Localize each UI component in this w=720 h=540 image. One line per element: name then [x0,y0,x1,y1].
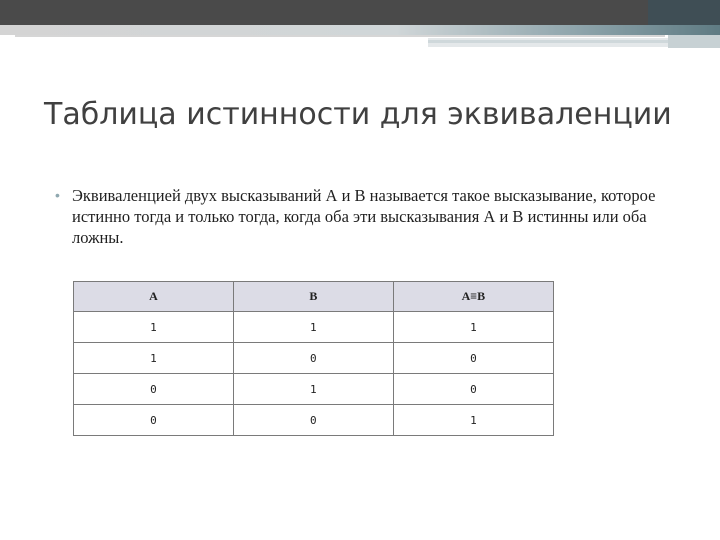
bullet-dot-icon: • [55,187,60,203]
bullet-text: Эквиваленцией двух высказываний А и В называется такое высказывание, которое истинно тогда и только тогда, когда оба эти высказывания А и В истинны или оба ложны. [72,186,656,247]
table-cell: 1 [74,343,234,374]
table-cell: 0 [74,405,234,436]
decor-line-right-inner [428,40,668,43]
table-cell: 1 [233,374,393,405]
slide-title: Таблица истинности для эквиваленции [44,97,672,132]
table-cell: 1 [393,312,553,343]
table-row [74,374,554,405]
header-a: A [74,282,234,312]
truth-table [73,281,554,436]
table-header-row [74,282,554,312]
table-row [74,405,554,436]
header-b: B [233,282,393,312]
table-row [74,343,554,374]
top-decor-band [0,0,720,25]
header-a-equiv-b: A≡B [393,282,553,312]
table-cell: 0 [393,374,553,405]
table-cell: 1 [74,312,234,343]
table-cell: 1 [393,405,553,436]
table-cell: 0 [233,343,393,374]
table-cell: 0 [393,343,553,374]
bullet-item [55,185,675,248]
accent-band [0,25,720,35]
table-cell: 0 [233,405,393,436]
top-decor-band-right [648,0,720,25]
table-row [74,312,554,343]
decor-line [15,35,665,37]
table-cell: 1 [233,312,393,343]
table-cell: 0 [74,374,234,405]
decor-block-right [668,35,720,48]
